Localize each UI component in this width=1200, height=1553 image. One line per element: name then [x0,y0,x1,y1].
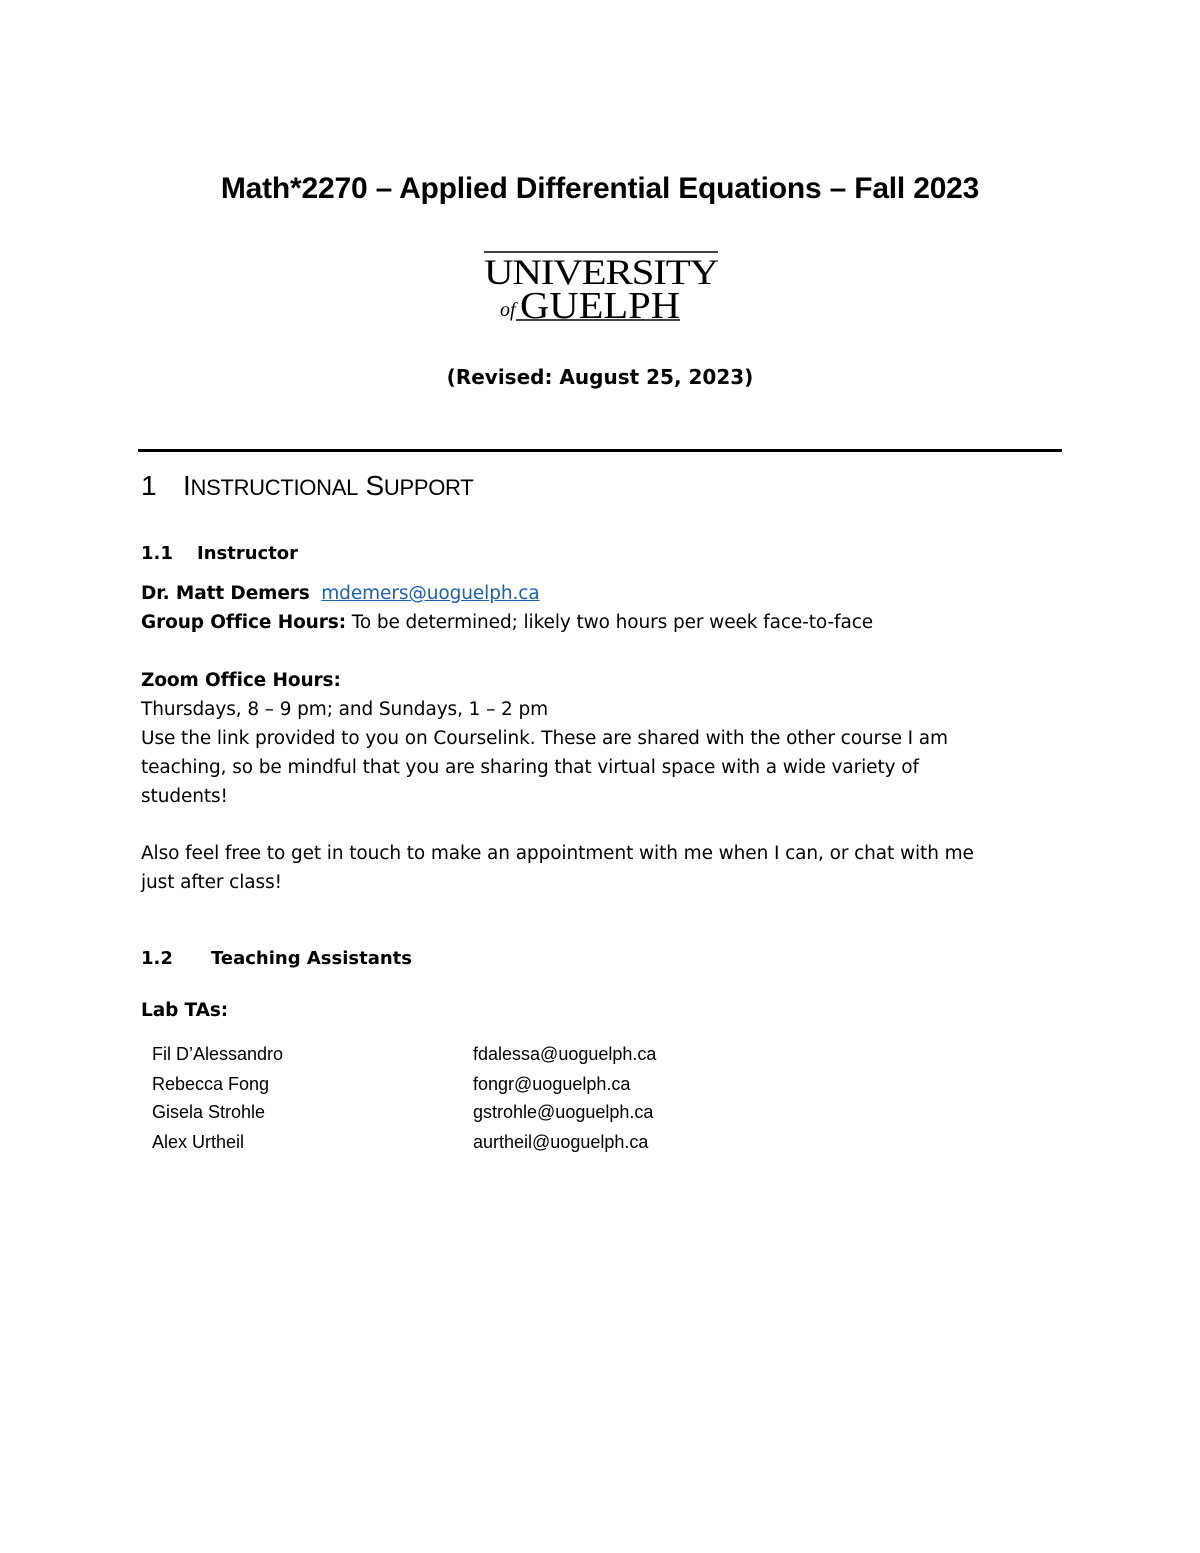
document-title: Math*2270 – Applied Differential Equations – Fall 2023 [220,172,980,205]
revision-date: (Revised: August 25, 2023) [446,365,754,389]
ta-email: aurtheil@uoguelph.ca [473,1132,649,1152]
svg-text:of: of [500,299,516,321]
zoom-text-line: Use the link provided to you on Courselink. These are shared with the other course I am [141,728,948,749]
svg-text:UNIVERSITY: UNIVERSITY [484,252,720,292]
ta-name: Gisela Strohle [152,1102,266,1122]
ta-email: fdalessa@uoguelph.ca [473,1044,657,1064]
zoom-office-hours-label: Zoom Office Hours: [141,670,341,691]
ta-name: Fil D’Alessandro [152,1044,284,1064]
section-number: 1 [141,470,157,501]
appointment-text-line: just after class! [141,872,282,893]
section-heading-instructional-support: 1 INSTRUCTIONAL SUPPORT [141,470,474,501]
appointment-text-line: Also feel free to get in touch to make an appointment with me when I can, or chat with me [141,843,974,864]
subsection-heading-teaching-assistants: 1.2 Teaching Assistants [141,948,412,969]
ta-name: Alex Urtheil [152,1132,245,1152]
subsection-heading-instructor: 1.1 Instructor [141,543,299,564]
ta-name: Rebecca Fong [152,1074,270,1094]
zoom-text-line: students! [141,786,228,807]
ta-email: fongr@uoguelph.ca [473,1074,631,1094]
ta-email: gstrohle@uoguelph.ca [473,1102,654,1122]
instructor-name: Dr. Matt Demers [141,583,310,604]
lab-tas-label: Lab TAs: [141,1000,229,1021]
zoom-times: Thursdays, 8 – 9 pm; and Sundays, 1 – 2 pm [141,699,549,720]
university-of-guelph-logo [480,248,720,324]
zoom-text-line: teaching, so be mindful that you are sharing that virtual space with a wide variety of [141,757,919,778]
group-office-hours: Group Office Hours: To be determined; likely two hours per week face-to-face [141,612,874,633]
svg-text:GUELPH: GUELPH [520,285,680,324]
horizontal-rule [138,449,1062,452]
instructor-email-link[interactable]: mdemers@uoguelph.ca [321,583,540,604]
instructor-contact [141,583,540,604]
